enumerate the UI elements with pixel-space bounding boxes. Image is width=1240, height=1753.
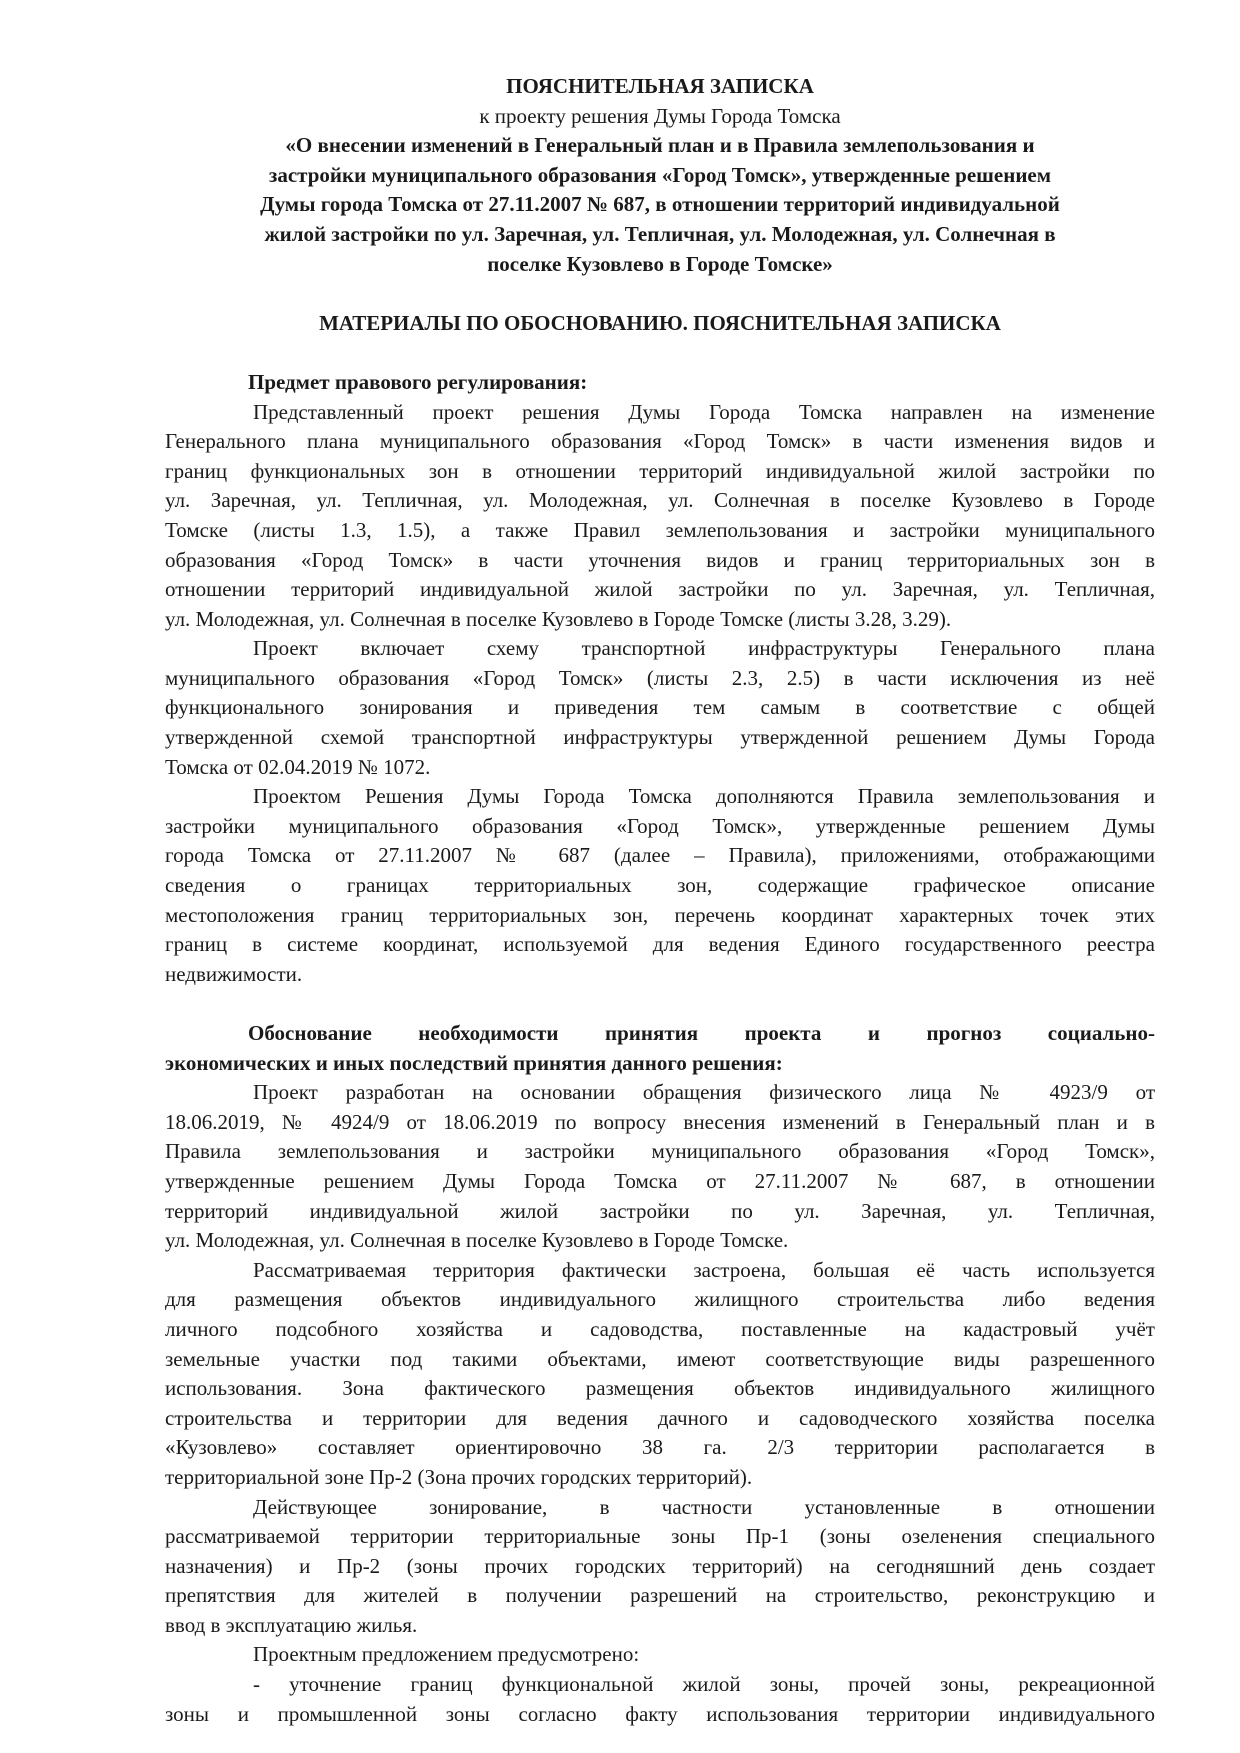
paragraph-line: недвижимости.: [165, 961, 303, 986]
paragraph: [165, 1078, 1155, 1256]
paragraph-line: зоны и промышленной зоны согласно факту использования территории индивидуального: [165, 1701, 1155, 1726]
paragraph-line: утвержденной схемой транспортной инфраструктуры утвержденной решением Думы Города: [165, 725, 1155, 750]
paragraph-line: Проектным предложением предусмотрено:: [253, 1642, 640, 1667]
paragraph: [165, 782, 1155, 989]
paragraph-line: Генерального плана муниципального образования «Город Томск» в части изменения видов и: [165, 429, 1155, 454]
paragraph-line: - уточнение границ функциональной жилой зоны, прочей зоны, рекреационной: [253, 1672, 1155, 1697]
paragraph-line: Проект включает схему транспортной инфраструктуры Генерального плана: [253, 636, 1155, 661]
section2-heading-line: Обоснование необходимости принятия проекта и прогноз социально-: [248, 1021, 1155, 1045]
section1-heading: Предмет правового регулирования:: [248, 369, 588, 394]
paragraph: [165, 1640, 1155, 1670]
paragraph-line: границ функциональных зон в отношении территорий индивидуальной жилой застройки по: [165, 458, 1155, 483]
document-subtitle: к проекту решения Думы Города Томска: [479, 103, 841, 128]
paragraph-line: Проект разработан на основании обращения физического лица № 4923/9 от: [253, 1080, 1155, 1105]
paragraph: [165, 634, 1155, 782]
decision-title-line: «О внесении изменений в Генеральный план и в Правила землепользования и: [285, 133, 1035, 158]
paragraph-line: ул. Молодежная, ул. Солнечная в поселке Кузовлево в Городе Томске.: [165, 1228, 789, 1253]
document-title: ПОЯСНИТЕЛЬНАЯ ЗАПИСКА: [506, 74, 814, 98]
paragraph-line: отношении территорий индивидуальной жилой застройки по ул. Заречная, ул. Тепличная,: [165, 577, 1155, 602]
paragraph-line: «Кузовлево» составляет ориентировочно 38 га. 2/3 территории располагается в: [165, 1435, 1155, 1460]
document-page: [165, 72, 1155, 1729]
section2-heading: [165, 1019, 1155, 1078]
paragraph-line: препятствия для жителей в получении разрешений на строительство, реконструкцию и: [165, 1583, 1155, 1608]
paragraph-line: строительства и территории для ведения дачного и садоводческого хозяйства поселка: [165, 1405, 1155, 1430]
paragraph-line: границ в системе координат, используемой для ведения Единого государственного реестра: [165, 932, 1155, 957]
paragraph-line: 18.06.2019, № 4924/9 от 18.06.2019 по вопросу внесения изменений в Генеральный план и в: [165, 1109, 1155, 1134]
paragraph-line: Томске (листы 1.3, 1.5), а также Правил землепользования и застройки муниципального: [165, 517, 1155, 542]
section2-body: [165, 1078, 1155, 1729]
decision-title-line: поселке Кузовлево в Городе Томске»: [487, 251, 833, 276]
paragraph-line: для размещения объектов индивидуального жилищного строительства либо ведения: [165, 1287, 1155, 1312]
paragraph: [165, 398, 1155, 635]
paragraph-line: функционального зонирования и приведения тем самым в соответствие с общей: [165, 695, 1155, 720]
paragraph-line: ул. Молодежная, ул. Солнечная в поселке Кузовлево в Городе Томске (листы 3.28, 3.29).: [165, 606, 952, 631]
section1-body: [165, 398, 1155, 990]
paragraph-line: рассматриваемой территории территориальные зоны Пр-1 (зоны озеленения специального: [165, 1524, 1155, 1549]
decision-title: [165, 131, 1155, 279]
paragraph-line: назначения) и Пр-2 (зоны прочих городских территорий) на сегодняшний день создает: [165, 1553, 1155, 1578]
paragraph-line: города Томска от 27.11.2007 № 687 (далее – Правила), приложениями, отображающими: [165, 843, 1155, 868]
paragraph-line: застройки муниципального образования «Город Томск», утвержденные решением Думы: [165, 813, 1155, 838]
section2-heading-line: экономических и иных последствий принятия данного решения:: [165, 1050, 783, 1075]
section-title: МАТЕРИАЛЫ ПО ОБОСНОВАНИЮ. ПОЯСНИТЕЛЬНАЯ ЗАПИСКА: [319, 310, 1001, 335]
paragraph-line: Правила землепользования и застройки муниципального образования «Город Томск»,: [165, 1139, 1155, 1164]
paragraph-line: ввод в эксплуатацию жилья.: [165, 1612, 418, 1637]
paragraph-line: утвержденные решением Думы Города Томска от 27.11.2007 № 687, в отношении: [165, 1168, 1155, 1193]
paragraph-line: территориальной зоне Пр-2 (Зона прочих городских территорий).: [165, 1464, 753, 1489]
paragraph: [165, 1493, 1155, 1641]
paragraph-line: ул. Заречная, ул. Тепличная, ул. Молодежная, ул. Солнечная в поселке Кузовлево в Городе: [165, 488, 1155, 513]
paragraph-line: Проектом Решения Думы Города Томска дополняются Правила землепользования и: [253, 784, 1155, 809]
decision-title-line: Думы города Томска от 27.11.2007 № 687, в отношении территорий индивидуальной: [260, 192, 1060, 217]
paragraph-line: земельные участки под такими объектами, имеют соответствующие виды разрешенного: [165, 1346, 1155, 1371]
paragraph-line: личного подсобного хозяйства и садоводства, поставленные на кадастровый учёт: [165, 1316, 1155, 1341]
paragraph-line: Действующее зонирование, в частности установленные в отношении: [253, 1494, 1155, 1519]
decision-title-line: застройки муниципального образования «Город Томск», утвержденные решением: [268, 162, 1052, 187]
paragraph-line: сведения о границах территориальных зон, содержащие графическое описание: [165, 873, 1155, 898]
paragraph-line: Рассматриваемая территория фактически застроена, большая её часть используется: [253, 1257, 1155, 1282]
paragraph-line: территорий индивидуальной жилой застройки по ул. Заречная, ул. Тепличная,: [165, 1198, 1155, 1223]
paragraph-line: местоположения границ территориальных зон, перечень координат характерных точек этих: [165, 902, 1155, 927]
paragraph: [165, 1670, 1155, 1729]
paragraph-line: Томска от 02.04.2019 № 1072.: [165, 754, 431, 779]
decision-title-line: жилой застройки по ул. Заречная, ул. Тепличная, ул. Молодежная, ул. Солнечная в: [264, 221, 1056, 246]
paragraph-line: Представленный проект решения Думы Города Томска направлен на изменение: [253, 399, 1155, 424]
paragraph-line: образования «Город Томск» в части уточнения видов и границ территориальных зон в: [165, 547, 1155, 572]
paragraph-line: муниципального образования «Город Томск» (листы 2.3, 2.5) в части исключения из неё: [165, 665, 1155, 690]
paragraph-line: использования. Зона фактического размещения объектов индивидуального жилищного: [165, 1376, 1155, 1401]
paragraph: [165, 1256, 1155, 1493]
